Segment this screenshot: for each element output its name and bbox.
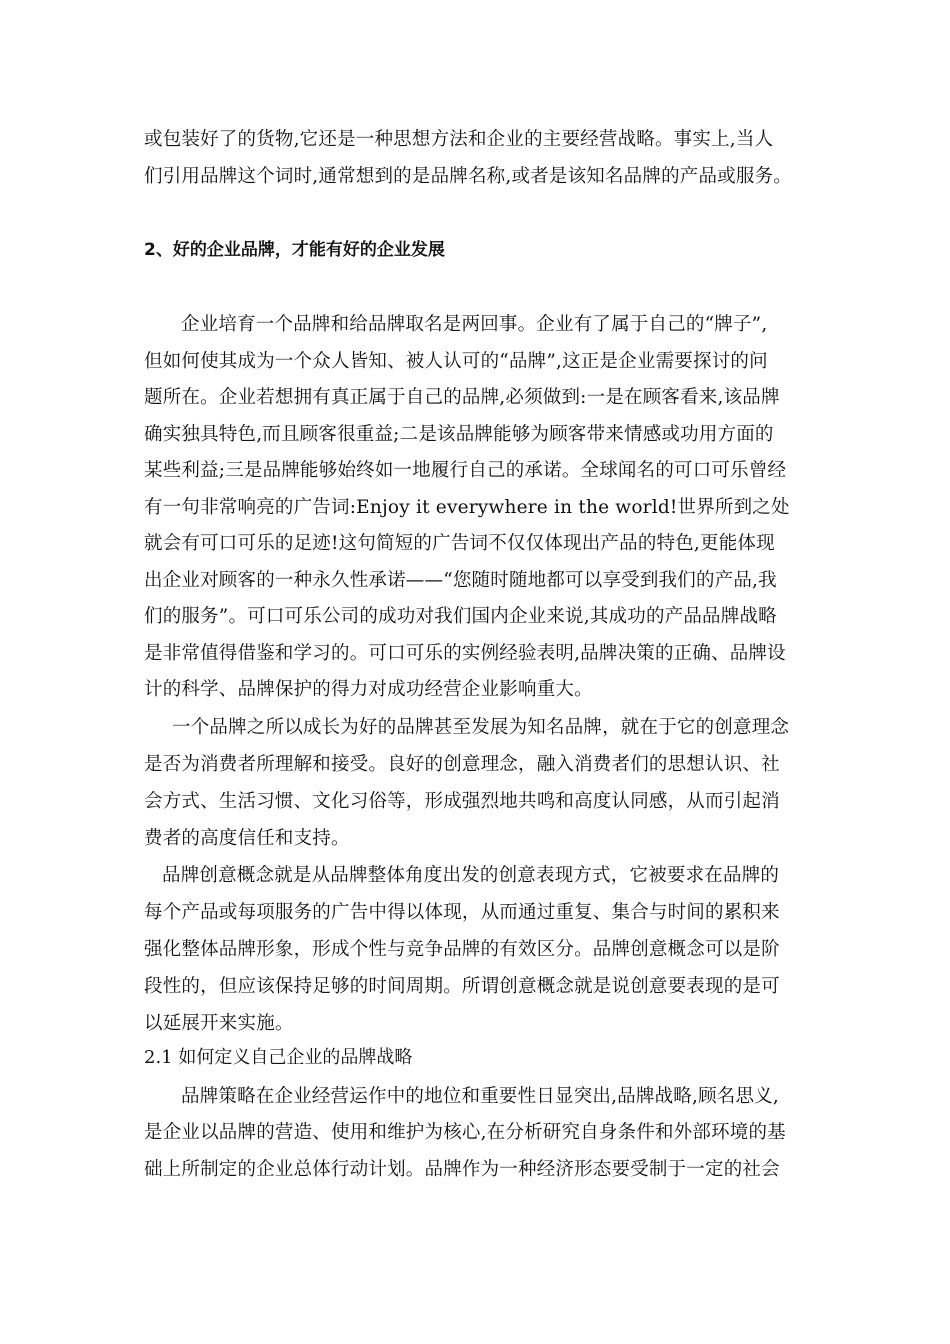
paragraph-line: 但如何使其成为一个众人皆知、被人认可的“品牌”,这正是企业需要探讨的问: [144, 351, 768, 372]
paragraph-line: 们的服务”。可口可乐公司的成功对我们国内企业来说,其成功的产品品牌战略: [144, 606, 777, 627]
paragraph-line: 品牌创意概念就是从品牌整体角度出发的创意表现方式，它被要求在品牌的: [162, 865, 780, 886]
section-heading: 2、好的企业品牌，才能有好的企业发展: [144, 240, 445, 260]
paragraph-line: 段性的，但应该保持足够的时间周期。所谓创意概念就是说创意要表现的是可: [144, 976, 780, 997]
paragraph-line: 是否为消费者所理解和接受。良好的创意理念，融入消费者们的思想认识、社: [144, 754, 780, 775]
paragraph-line: 会方式、生活习惯、文化习俗等，形成强烈地共鸣和高度认同感，从而引起消: [144, 791, 780, 812]
paragraph-line: 以延展开来实施。: [144, 1013, 294, 1034]
paragraph-line: 题所在。企业若想拥有真正属于自己的品牌,必须做到:一是在顾客看来,该品牌: [144, 387, 780, 408]
paragraph-line: 是非常值得借鉴和学习的。可口可乐的实例经验表明,品牌决策的正确、品牌设: [144, 643, 786, 664]
paragraph-line: 品牌策略在企业经营运作中的地位和重要性日显突出,品牌战略,顾名思义,: [181, 1086, 779, 1107]
paragraph-line: 是企业以品牌的营造、使用和维护为核心,在分析研究自身条件和外部环境的基: [144, 1122, 786, 1143]
paragraph-line: 确实独具特色,而且顾客很重益;二是该品牌能够为顾客带来情感或功用方面的: [144, 424, 774, 445]
paragraph-line: 计的科学、品牌保护的得力对成功经营企业影响重大。: [144, 679, 593, 700]
paragraph-line: 出企业对顾客的一种永久性承诺——“您随时随地都可以享受到我们的产品,我: [144, 570, 777, 591]
paragraph-line: 费者的高度信任和支持。: [144, 828, 350, 849]
paragraph-line: 就会有可口可乐的足迹!这句简短的广告词不仅仅体现出产品的特色,更能体现: [144, 533, 775, 554]
intro-line: 或包装好了的货物,它还是一种思想方法和企业的主要经营战略。事实上,当人: [144, 129, 774, 150]
paragraph-line: 某些利益;三是品牌能够始终如一地履行自己的承诺。全球闻名的可口可乐曾经: [144, 460, 787, 481]
paragraph-line: 础上所制定的企业总体行动计划。品牌作为一种经济形态要受制于一定的社会: [144, 1159, 780, 1180]
paragraph-line: 企业培育一个品牌和给品牌取名是两回事。企业有了属于自己的“牌子”,: [181, 314, 768, 335]
paragraph-line: 一个品牌之所以成长为好的品牌甚至发展为知名品牌，就在于它的创意理念: [172, 717, 790, 738]
paragraph-line: 有一句非常响亮的广告词:Enjoy it everywhere in the world!世界所到之处: [144, 497, 790, 518]
intro-line: 们引用品牌这个词时,通常想到的是品牌名称,或者是该知名品牌的产品或服务。: [144, 166, 792, 187]
paragraph-line: 每个产品或每项服务的广告中得以体现，从而通过重复、集合与时间的累积来: [144, 902, 780, 923]
subsection-heading: 2.1 如何定义自己企业的品牌战略: [144, 1047, 413, 1068]
paragraph-line: 强化整体品牌形象，形成个性与竞争品牌的有效区分。品牌创意概念可以是阶: [144, 939, 780, 960]
